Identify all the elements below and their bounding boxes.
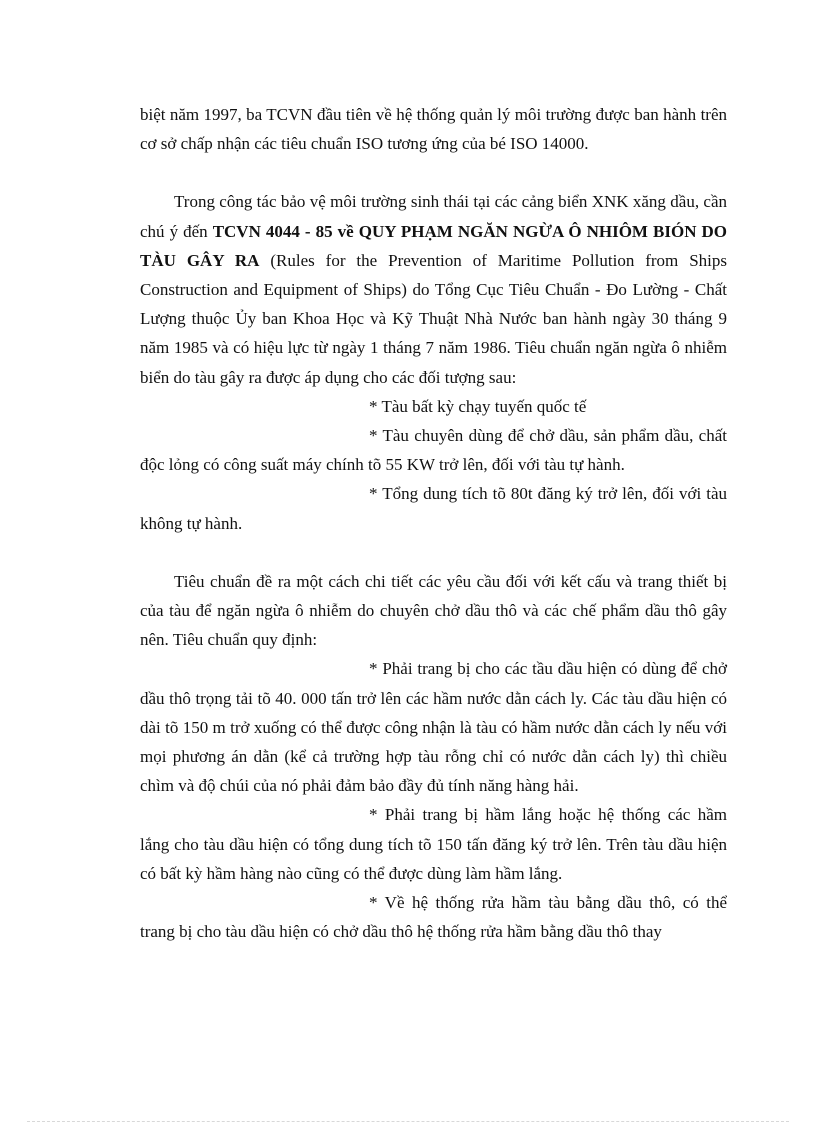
list-item-ballast-tanks: * Phải trang bị cho các tầu dầu hiện có dùng để chở dầu thô trọng tải tõ 40. 000 tấn trở lên các hầm nước dằn cách ly. Các tàu dầu hiện có dài tõ 150 m trở xuống có thể được công nhận là tàu có hầm nước dằn cách ly nếu với mọi phương án dằn (kể cả trường hợp tàu rỗng chỉ có nước dằn cách ly) thì chiều chìm và độ chúi của nó phải đảm bảo đầy đủ tính năng hàng hải. xyxy=(140,659,727,796)
paragraph-standard-reference xyxy=(140,187,727,391)
list-item-slop-tanks: * Phải trang bị hầm lắng hoặc hệ thống các hầm lắng cho tàu dầu hiện có tổng dung tích tõ 150 tấn đăng ký trở lên. Trên tàu dầu hiện có bất kỳ hầm hàng nào cũng có thể được dùng làm hầm lắng. xyxy=(140,805,727,883)
paragraph-rest-text: (Rules for the Prevention of Maritime Pollution from Ships Construction and Equipment of Ships) do Tổng Cục Tiêu Chuẩn - Đo Lường - Chất Lượng thuộc Ủy ban Khoa Học và Kỹ Thuật Nhà Nước ban hành ngày 30 tháng 9 năm 1985 và có hiệu lực từ ngày 1 tháng 7 năm 1986. Tiêu chuẩn ngăn ngừa ô nhiễm biển do tàu gây ra được áp dụng cho các đối tượng sau: xyxy=(140,250,727,387)
document-body xyxy=(140,100,727,946)
standard-title-bold: TCVN 4044 - 85 về QUY PHẠM NGĂN NGỪA Ô NHIÔM BIÓN DO TÀU GÂY RA xyxy=(140,221,727,270)
paragraph-lead-text: Trong công tác bảo vệ môi trường sinh thái tại các cảng biển XNK xăng dầu, cần chú ý đến xyxy=(140,192,727,241)
paragraph-intro-continuation: biệt năm 1997, ba TCVN đầu tiên về hệ thống quản lý môi trường được ban hành trên cơ sở chấp nhận các tiêu chuẩn ISO tương ứng của bé ISO 14000. xyxy=(140,105,727,154)
list-item-crude-oil-washing: * Về hệ thống rửa hầm tàu bằng dầu thô, có thể trang bị cho tàu dầu hiện có chở dầu thô hệ thống rửa hầm bằng dầu thô thay xyxy=(140,893,727,942)
list-item-international-ships: * Tàu bất kỳ chạy tuyến quốc tế xyxy=(369,396,587,416)
paragraph-requirements: Tiêu chuẩn đề ra một cách chi tiết các yêu cầu đối với kết cấu và trang thiết bị của tàu để ngăn ngừa ô nhiễm do chuyên chở dầu thô và các chế phẩm dầu thô gây nên. Tiêu chuẩn quy định: xyxy=(140,571,727,650)
list-item-oil-tankers: * Tàu chuyên dùng để chở dầu, sản phẩm dầu, chất độc lỏng có công suất máy chính tõ 55 KW trở lên, đối với tàu tự hành. xyxy=(140,426,727,475)
page-bottom-rule xyxy=(27,1121,789,1122)
list-item-non-self-propelled: * Tổng dung tích tõ 80t đăng ký trở lên, đối với tàu không tự hành. xyxy=(140,484,727,533)
